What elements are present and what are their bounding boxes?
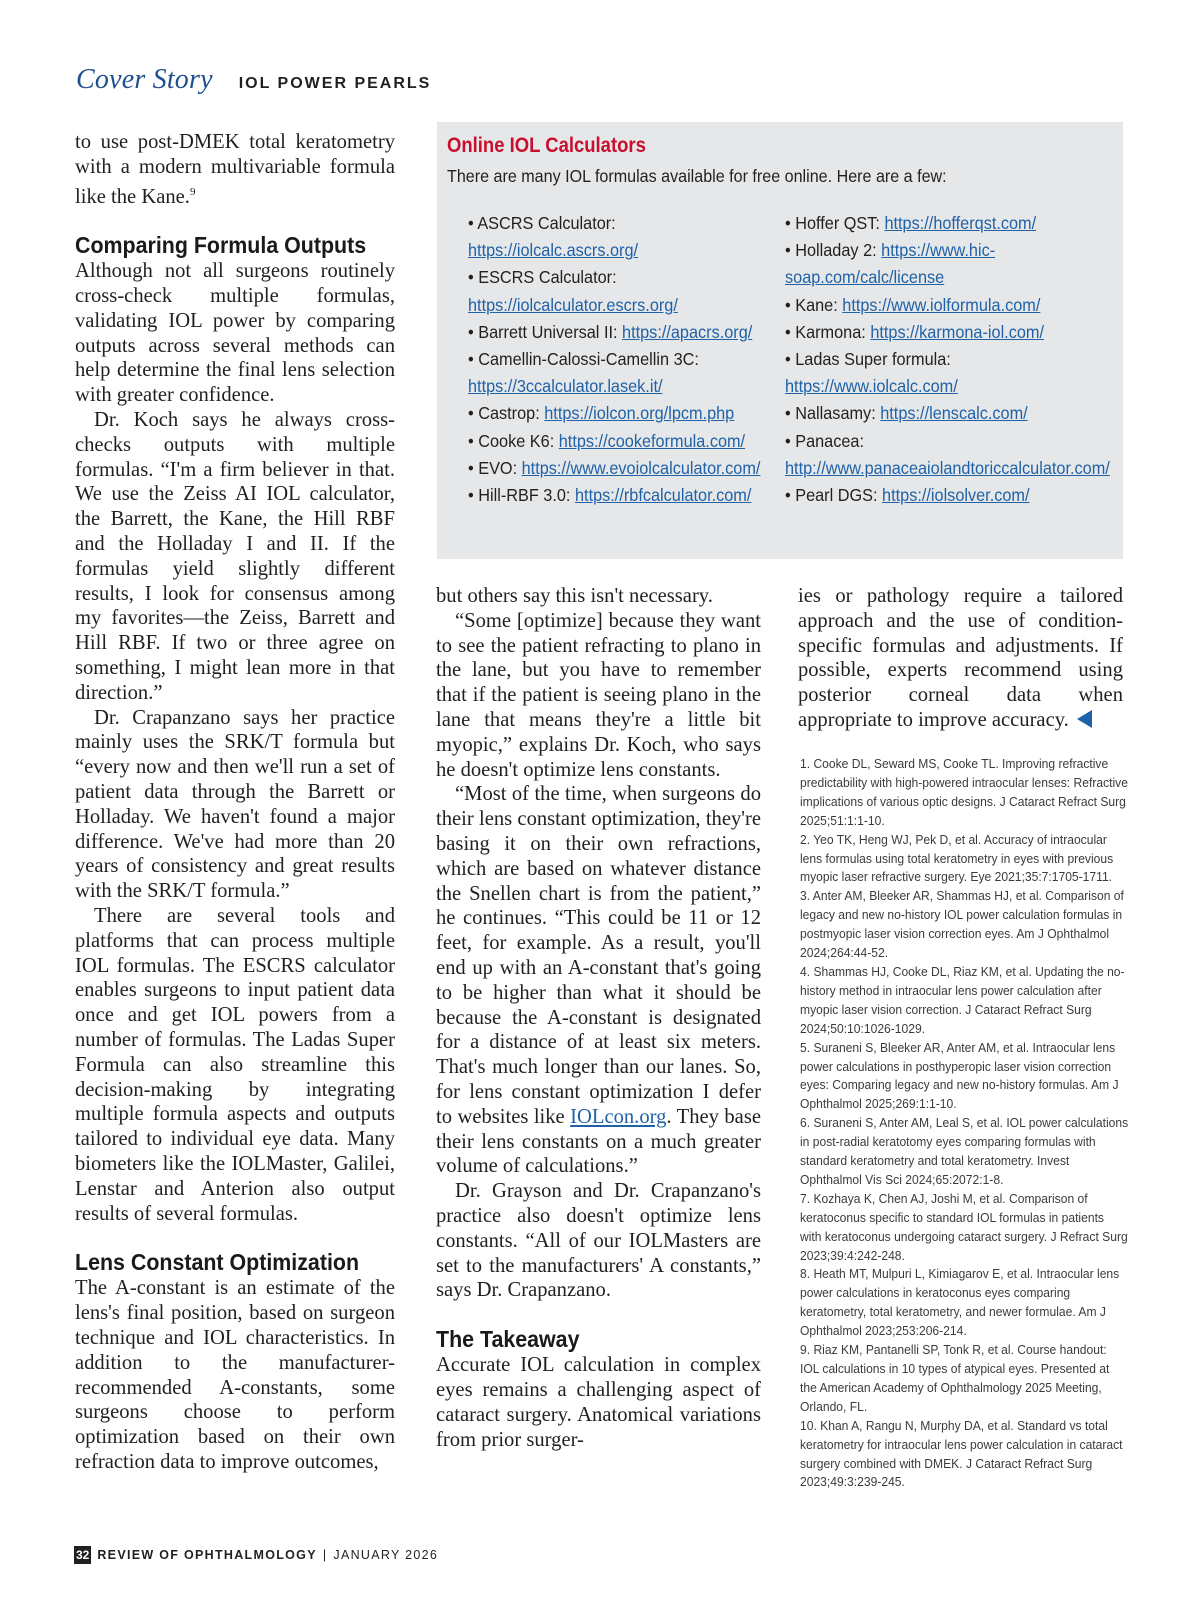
calculator-link[interactable]: https://iolcalculator.escrs.org/ [468,294,678,315]
paragraph: “Most of the time, when surgeons do their lens constant optimization, they're basing it on their own refractions, which are based on whatever distance the Snellen chart is from the patient,” he continues. “This could be 11 or 12 feet, for example. As a result, you'll end up with an A-constant that's going to be higher than what it should be because the A-constant is designated for a distance of at least six meters. That's much longer than our lanes. So, for lens constant optimization I defer to websites like IOLcon.org. They base their lens constants on a much greater volume of calculations.” [436,783,761,1178]
calculator-list-item [468,428,769,455]
calculator-link[interactable]: https://karmona-iol.com/ [870,321,1044,342]
calculator-link[interactable]: https://iolsolver.com/ [882,485,1030,506]
calculator-link[interactable]: https://iolcon.org/lpcm.php [544,403,735,424]
reference-item: 5. Suraneni S, Bleeker AR, Anter AM, et al. Intraocular lens power calculations in posthyperopic laser vision correction eyes: Comparing legacy and new no-history formulas. Am J Ophthalmol 2025;269:1:1-10. [800,1039,1119,1112]
subhead-comparing-formula-outputs: Comparing Formula Outputs [75,232,367,259]
reference-item: 8. Heath MT, Mulpuri L, Kimiagarov E, et al. Intraocular lens power calculations in keratoconus eyes comparing keratometry, total keratometry, and newer formulae. Am J Ophthalmol 2023;253:206-214. [800,1266,1120,1339]
page-number: 32 [76,1548,90,1562]
column-1 [75,130,395,1475]
paragraph: Although not all surgeons routinely cross-check multiple formulas, validating IOL power by comparing outputs across several methods can help determine the final lens selection with greater confidence. [75,260,395,407]
calculator-list-item [468,319,769,346]
footer-separator: | [322,1548,328,1562]
calculator-list-item [785,210,1116,237]
calculator-name: • Cooke K6: [468,430,559,451]
calculator-list-item [785,482,1116,509]
reference-item: 4. Shammas HJ, Cooke DL, Riaz KM, et al. Updating the no-history method in intraocular lens power calculation after myopic laser vision correction. J Cataract Refract Surg 2024;50:10:1026-1029. [800,963,1125,1036]
calculator-list-item [785,428,1116,482]
calculator-list-item [468,346,769,400]
column-3 [798,584,1123,733]
sidebar-title: Online IOL Calculators [447,134,646,157]
calculator-name: • Karmona: [785,321,871,342]
calculator-name: • Nallasamy: [785,403,881,424]
calculator-name: • Barrett Universal II: [468,321,623,342]
calculator-list-right [785,210,1115,509]
section-title: IOL POWER PEARLS [238,75,432,92]
calculator-link[interactable]: https://www.evoiolcalculator.com/ [521,457,761,478]
calculator-list-item [785,346,1116,400]
paragraph: Dr. Grayson and Dr. Crapanzano's practice also doesn't optimize lens constants. “All of our IOLMasters are set to the manufacturers' A constants,” says Dr. Crapanzano. [436,1180,761,1302]
end-of-article-icon [1077,710,1092,728]
calculator-name: • Panacea: [785,430,864,451]
page-footer [74,1546,438,1564]
publication-name: REVIEW OF OPHTHALMOLOGY [97,1548,317,1562]
paragraph: ies or pathology require a tailored approach and the use of condition-specific formulas and adjustments. If possible, experts recommend using posterior corneal data when appropriate to improve accuracy. [798,585,1123,731]
calculator-link[interactable]: https://www.iolcalc.com/ [785,376,958,397]
paragraph: Dr. Koch says he always cross-checks outputs with multiple formulas. “I'm a firm believer in that. We use the Zeiss AI IOL calculator, the Barrett, the Kane, the Hill RBF and the Holladay I and II. If the formulas yield slightly different results, I look for consensus among my favorites—the Zeiss, Barrett and Hill RBF. If two or three agree on something, I might lean more in that direction.” [75,409,395,704]
calculator-list-item [468,400,769,427]
calculator-list-item [468,455,769,482]
calculator-link[interactable]: https://cookeformula.com/ [558,430,746,451]
reference-item: 6. Suraneni S, Anter AM, Leal S, et al. IOL power calculations in post-radial keratotomy eyes comparing formulas with standard keratometry and total keratometry. Invest Ophthalmol Vis Sci 2024;65:2072:1-8. [800,1115,1129,1187]
reference-item: 3. Anter AM, Bleeker AR, Shammas HJ, et al. Comparison of legacy and new no-history IOL power calculation formulas in postmyopic laser vision correction eyes. Am J Ophthalmol 2024;264:44-52. [800,888,1124,961]
calculator-name: • Hoffer QST: [785,213,885,233]
calculator-name: • Kane: [785,294,843,315]
reference-item: 9. Riaz KM, Pantanelli SP, Tonk R, et al. Course handout: IOL calculations in 10 types of atypical eyes. Presented at the American Academy of Ophthalmology 2025 Meeting, Orlando, FL. [800,1342,1110,1414]
subhead-lens-constant-optimization: Lens Constant Optimization [75,1249,360,1276]
calculator-list-item [785,400,1116,427]
iolcon-link[interactable]: IOLcon.org [570,1105,667,1128]
calculator-list-item [785,319,1116,346]
calculator-link[interactable]: http://www.panaceaiolandtoriccalculator.com/ [785,457,1110,478]
calculator-link[interactable]: https://iolcalc.ascrs.org/ [468,240,639,261]
page-header [76,64,431,100]
calculator-link[interactable]: https://3ccalculator.lasek.it/ [468,376,663,397]
cover-story-kicker: Cover Story [76,64,213,95]
paragraph: The A-constant is an estimate of the lens's final position, based on surgeon technique and IOL characteristics. In addition to the manufacturer-recommended A-constants, some surgeons choose to perform optimization based on their own refraction data to improve outcomes, [75,1277,395,1473]
calculator-name: • Camellin-Calossi-Camellin 3C: [468,349,699,370]
calculator-list-left [468,210,768,509]
calculator-name: • Pearl DGS: [785,485,883,506]
calculator-link[interactable]: https://apacrs.org/ [622,321,753,342]
column-2 [436,584,761,1452]
reference-item: 2. Yeo TK, Heng WJ, Pek D, et al. Accuracy of intraocular lens formulas using total keratometry in eyes with previous myopic laser refractive surgery. Eye 2021;35:7:1705-1711. [800,831,1114,885]
footnote-ref: 9 [189,185,196,198]
calculator-name: • ESCRS Calculator: [468,267,617,288]
reference-item: 10. Khan A, Rangu N, Murphy DA, et al. Standard vs total keratometry for intraocular lens power calculation in cataract surgery combined with DMEK. J Cataract Refract Surg 2023;49:3:239-245. [800,1417,1123,1490]
paragraph: Dr. Crapanzano says her practice mainly uses the SRK/T formula but “every now and then we'll run a set of patient data through the Barrett or Holladay. We haven't found a major difference. We've had more than 20 years of consistency and great results with the SRK/T formula.” [75,706,395,903]
calculator-list-item [468,264,769,318]
calculator-link[interactable]: https://hofferqst.com/ [884,213,1037,233]
calculator-name: • Hill-RBF 3.0: [468,485,575,506]
paragraph: to use post-DMEK total keratometry with a modern multivariable formula like the Kane.$^9$ [75,131,395,208]
online-iol-calculators-sidebar [437,122,1123,559]
paragraph: There are several tools and platforms that can process multiple IOL formulas. The ESCRS calculator enables surgeons to input patient data once and get IOL powers from a number of formulas. The Ladas Super Formula can also streamline this decision-making by integrating multiple formula aspects and outputs tailored to individual eye data. Many biometers like the IOLMaster, Galilei, Lenstar and Anterion also output results of several formulas. [75,904,395,1225]
paragraph: Accurate IOL calculation in complex eyes remains a challenging aspect of cataract surgery. Anatomical variations from prior surger- [436,1354,761,1451]
calculator-list-item [468,482,769,509]
paragraph: “Some [optimize] because they want to see the patient refracting to plano in the lane, but you have to remember that if the patient is seeing plano in the lane that means they're a little bit myopic,” explains Dr. Koch, who says he doesn't optimize lens constants. [436,609,761,781]
issue-date: JANUARY 2026 [333,1548,439,1562]
calculator-name: • Castrop: [468,403,545,424]
reference-item: 7. Kozhaya K, Chen AJ, Joshi M, et al. Comparison of keratoconus specific to standard IOL formulas in patients with keratoconus undergoing cataract surgery. J Refract Surg 2023;39:4:242-248. [800,1190,1128,1263]
calculator-name: • ASCRS Calculator: [468,213,616,233]
reference-item: 1. Cooke DL, Seward MS, Cooke TL. Improving refractive predictability with high-powered intraocular lenses: Refractive implications of various optic designs. J Cataract Refract Surg 2025;51:1:1-10. [800,756,1128,828]
sidebar-intro: There are many IOL formulas available for free online. Here are a few: [447,166,947,186]
calculator-link[interactable]: https://www.hic-soap.com/calc/license [785,240,996,288]
paragraph: but others say this isn't necessary. [436,585,713,607]
subhead-the-takeaway: The Takeaway [436,1326,580,1353]
calculator-link[interactable]: https://rbfcalculator.com/ [574,485,752,506]
calculator-list-item [785,292,1116,319]
references-list [800,755,1130,1492]
calculator-list-item [785,237,1116,291]
calculator-link[interactable]: https://lenscalc.com/ [880,403,1028,424]
calculator-list-item [468,210,769,264]
calculator-link[interactable]: https://www.iolformula.com/ [842,294,1041,315]
calculator-name: • Holladay 2: [785,240,882,261]
calculator-name: • EVO: [468,457,522,478]
calculator-name: • Ladas Super formula: [785,349,951,370]
